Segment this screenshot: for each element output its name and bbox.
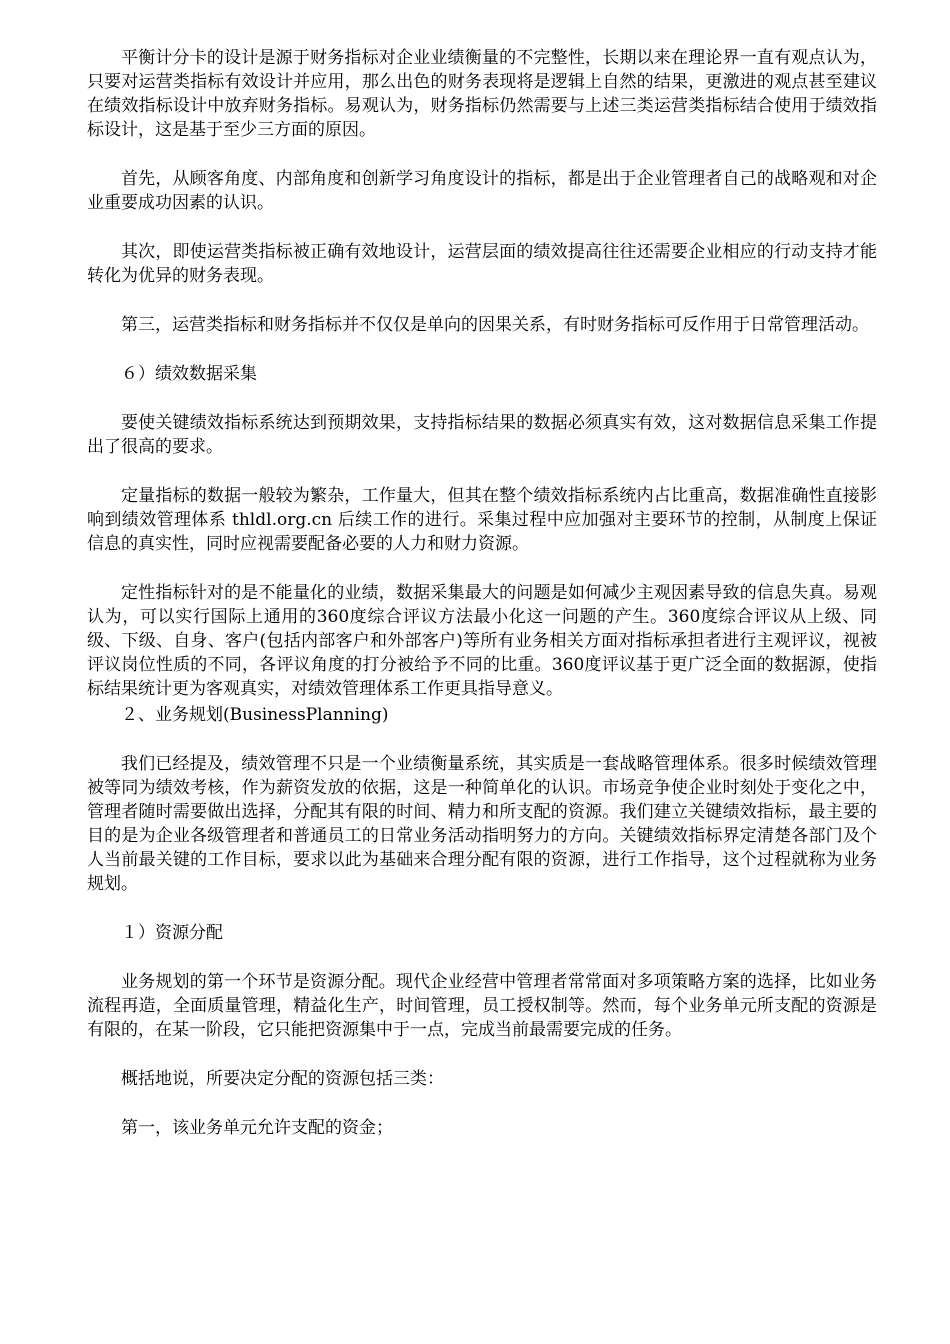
paragraph-business-planning: 我们已经提及，绩效管理不只是一个业绩衡量系统，其实质是一套战略管理体系。很多时候绩效管理被等同为绩效考核，作为薪资发放的依据，这是一种简单化的认识。市场竞争使企业时刻处于变化之中，管理者随时需要做出选择，分配其有限的时间、精力和所支配的资源。我们建立关键绩效指标，最主要的目的是为企业各级管理者和普通员工的日常业务活动指明努力的方向。关键绩效指标界定清楚各部门及个人当前最关键的工作目标，要求以此为基础来合理分配有限的资源，进行工作指导，这个过程就称为业务规划。	[87, 754, 877, 894]
paragraph-balanced-scorecard: 平衡计分卡的设计是源于财务指标对企业业绩衡量的不完整性，长期以来在理论界一直有观点认为，只要对运营类指标有效设计并应用，那么出色的财务表现将是逻辑上自然的结果，更激进的观点甚至建议在绩效指标设计中放弃财务指标。易观认为，财务指标仍然需要与上述三类运营类指标结合使用于绩效指标设计，这是基于至少三方面的原因。	[87, 48, 877, 140]
section-heading-data-collection: ６）绩效数据采集	[121, 364, 257, 384]
section-heading-business-planning: ２、业务规划(BusinessPlanning)	[121, 705, 389, 725]
paragraph-data-requirements: 要使关键绩效指标系统达到预期效果，支持指标结果的数据必须真实有效，这对数据信息采集工作提出了很高的要求。	[87, 413, 877, 457]
paragraph-second-reason: 其次，即使运营类指标被正确有效地设计，运营层面的绩效提高往往还需要企业相应的行动支持才能转化为优异的财务表现。	[87, 242, 877, 286]
paragraph-resource-types: 概括地说，所要决定分配的资源包括三类：	[121, 1069, 444, 1089]
paragraph-qualitative-indicators: 定性指标针对的是不能量化的业绩，数据采集最大的问题是如何减少主观因素导致的信息失真。易观认为，可以实行国际上通用的360度综合评议方法最小化这一问题的产生。360度综合评议从上级、同级、下级、自身、客户(包括内部客户和外部客户)等所有业务相关方面对指标承担者进行主观评议，视被评议岗位性质的不同，各评议角度的打分被给予不同的比重。360度评议基于更广泛全面的数据源，使指标结果统计更为客观真实，对绩效管理体系工作更具指导意义。	[87, 583, 877, 699]
paragraph-resource-allocation: 业务规划的第一个环节是资源分配。现代企业经营中管理者常常面对多项策略方案的选择，比如业务流程再造，全面质量管理，精益化生产，时间管理，员工授权制等。然而，每个业务单元所支配的资源是有限的，在某一阶段，它只能把资源集中于一点，完成当前最需要完成的任务。	[87, 972, 877, 1040]
paragraph-first-reason: 首先，从顾客角度、内部角度和创新学习角度设计的指标，都是出于企业管理者自己的战略观和对企业重要成功因素的认识。	[87, 169, 877, 213]
section-heading-resource-allocation: １）资源分配	[121, 923, 223, 943]
paragraph-third-reason: 第三，运营类指标和财务指标并不仅仅是单向的因果关系，有时财务指标可反作用于日常管理活动。	[121, 315, 869, 335]
paragraph-first-resource: 第一，该业务单元允许支配的资金；	[121, 1118, 393, 1138]
document-body	[87, 46, 877, 1165]
paragraph-quantitative-indicators: 定量指标的数据一般较为繁杂，工作量大，但其在整个绩效指标系统内占比重高，数据准确性直接影响到绩效管理体系 thldl.org.cn 后续工作的进行。采集过程中应加强对主要环节的控制，从制度上保证信息的真实性，同时应视需要配备必要的人力和财力资源。	[87, 486, 877, 554]
